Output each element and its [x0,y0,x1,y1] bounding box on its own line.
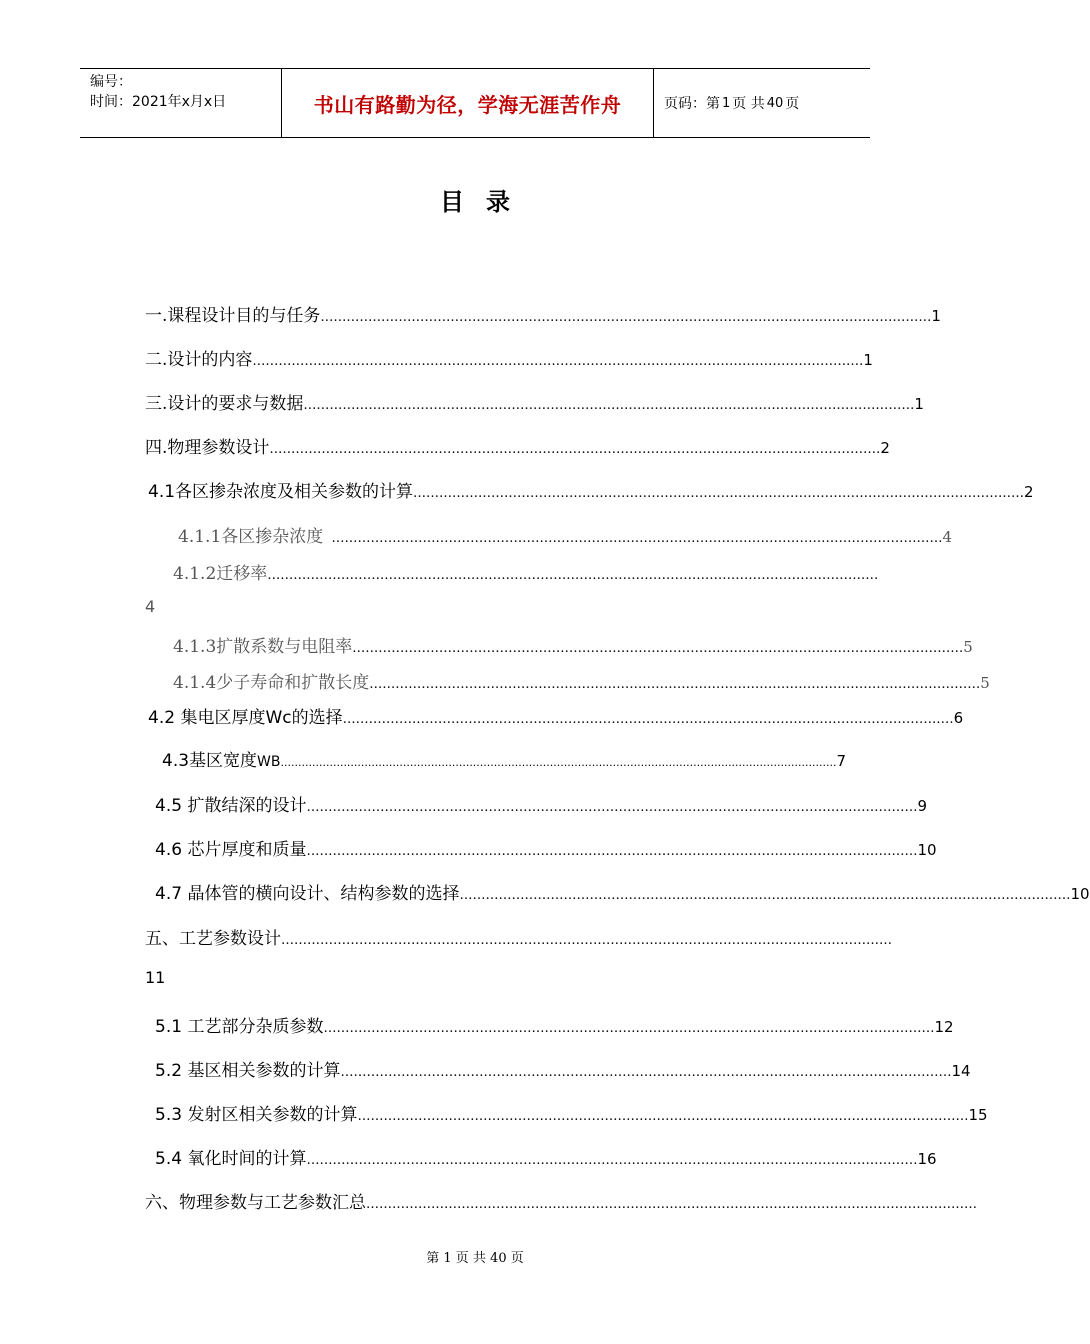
toc-page: 5 [980,674,990,692]
toc-page: 1 [914,395,924,413]
toc-page: 1 [931,307,941,325]
page-suffix: 页 [785,96,800,112]
toc-entry[interactable] [155,791,927,816]
toc-leader: …………………………………………………………………………………………………………………………… [459,888,1071,903]
toc-page: 15 [968,1106,988,1124]
toc-leader: …………………………………………………………………………………………………………………………… [252,354,864,369]
page-info [654,69,870,137]
toc-page: 2 [1024,483,1034,501]
time-label: 时间：2021年x月x日 [90,94,227,110]
toc-label: 4.1各区掺杂浓度及相关参数的计算 [148,482,414,502]
toc-label: 4.7 晶体管的横向设计、结构参数的选择 [155,884,460,904]
toc-leader: …………………………………………………………………………………………………………………………… [323,531,943,546]
toc-leader: …………………………………………………………………………………………………………………………… [366,1197,977,1212]
toc-page: 6 [953,709,964,727]
toc-leader: …………………………………………………………………………………………………………………………… [323,1021,935,1036]
toc-leader: …………………………………………………………………………………………………………………………… [357,1109,969,1124]
page-total: 40 [766,95,784,111]
toc-leader: …………………………………………………………………………………………………………………………… [340,1065,952,1080]
toc-page: 7 [836,752,847,770]
toc-leader: …………………………………………………………………………………………………………………………… [281,933,892,948]
toc-entry[interactable] [173,632,973,657]
toc-entry[interactable] [145,433,890,458]
toc-entry[interactable] [155,835,937,860]
toc-page: 4 [145,597,156,616]
toc-label: 4.6 芯片厚度和质量 [155,840,307,860]
toc-label: 4.1.3扩散系数与电阻率 [173,637,353,657]
toc-entry[interactable] [145,301,941,326]
page-mid: 页 共 [732,96,765,112]
toc-leader: …………………………………………………………………………………………………………………………… [269,442,881,457]
toc-label: 4.1.2迁移率 [173,564,268,584]
toc-entry[interactable] [155,879,1090,904]
toc-leader: ............................................................................................................................................................... [280,756,837,769]
toc-page: 10 [917,841,937,859]
toc-label: 六、物理参数与工艺参数汇总 [145,1193,366,1213]
toc-leader: …………………………………………………………………………………………………………………………… [303,398,915,413]
toc-label-part: 度 [240,751,258,771]
toc-leader: …………………………………………………………………………………………………………………………… [413,486,1025,501]
toc-label: 4.1.1各区掺杂浓度 [178,527,324,547]
toc-label: 4.5 扩散结深的设计 [155,796,307,816]
page-footer: 第 1 页 共 40 页 [426,1251,524,1266]
toc-label: 4.1.4少子寿命和扩散长度 [173,673,370,693]
page-title: 目录 [440,188,532,216]
toc-label-part: 区 [206,751,224,771]
toc-entry[interactable] [173,559,879,584]
page-current: 1 [722,95,731,111]
toc-label: 5.3 发射区相关参数的计算 [155,1105,358,1125]
toc-leader: …………………………………………………………………………………………………………………………… [267,568,879,583]
toc-page: 1 [863,351,873,369]
header-table [80,68,870,138]
toc-entry[interactable] [155,1100,988,1125]
toc-entry[interactable] [148,477,1034,502]
toc-entry[interactable] [173,668,990,693]
toc-page: 14 [951,1062,971,1080]
toc-label-part: 宽 [223,751,241,771]
toc-page: 16 [917,1150,937,1168]
toc-entry[interactable] [155,1144,937,1169]
toc-leader: …………………………………………………………………………………………………………………………… [306,1153,918,1168]
toc-label: 四.物理参数设计 [145,438,270,458]
toc-leader: …………………………………………………………………………………………………………………………… [320,310,932,325]
toc-entry[interactable] [145,389,924,414]
toc-page: 12 [934,1018,954,1036]
toc-label: 5.4 氧化时间的计算 [155,1149,307,1169]
toc-page: 5 [963,638,973,656]
toc-entry[interactable] [145,924,892,949]
toc-label: 4.2 集电区厚度Wc的选择 [148,708,343,728]
toc-label-part: WB [257,754,281,770]
toc-leader: …………………………………………………………………………………………………………………………… [352,641,964,656]
toc-leader: …………………………………………………………………………………………………………………………… [306,800,918,815]
toc-page: 4 [942,528,953,546]
toc-entry[interactable] [178,522,953,547]
toc-entry[interactable] [145,345,873,370]
motto: 书山有路勤为径，学海无涯苦作舟 [281,69,654,137]
toc-leader: …………………………………………………………………………………………………………………………… [342,712,954,727]
toc-label: 5.1 工艺部分杂质参数 [155,1017,324,1037]
toc-label-part: 4.3 [162,751,190,771]
toc-entry[interactable] [145,1188,977,1213]
toc-leader: …………………………………………………………………………………………………………………………… [306,844,918,859]
toc-page: 9 [917,797,927,815]
toc-page: 10 [1070,885,1090,903]
toc-leader: …………………………………………………………………………………………………………………………… [369,677,981,692]
page-prefix: 页码：第 [664,96,720,112]
toc-entry[interactable] [155,1056,971,1081]
toc-page: 2 [880,439,890,457]
toc-entry[interactable] [155,1012,954,1037]
toc-label-part: 基 [189,751,207,771]
toc-page: 11 [145,968,166,987]
toc-label: 一.课程设计目的与任务 [145,306,321,326]
toc-label: 二.设计的内容 [145,350,253,370]
toc-label: 五、工艺参数设计 [145,929,281,949]
toc-entry[interactable] [148,703,964,728]
serial-label: 编号： [90,74,132,90]
header-meta [80,69,281,137]
toc-label: 5.2 基区相关参数的计算 [155,1061,341,1081]
toc-label: 三.设计的要求与数据 [145,394,304,414]
toc-entry[interactable] [162,746,847,771]
